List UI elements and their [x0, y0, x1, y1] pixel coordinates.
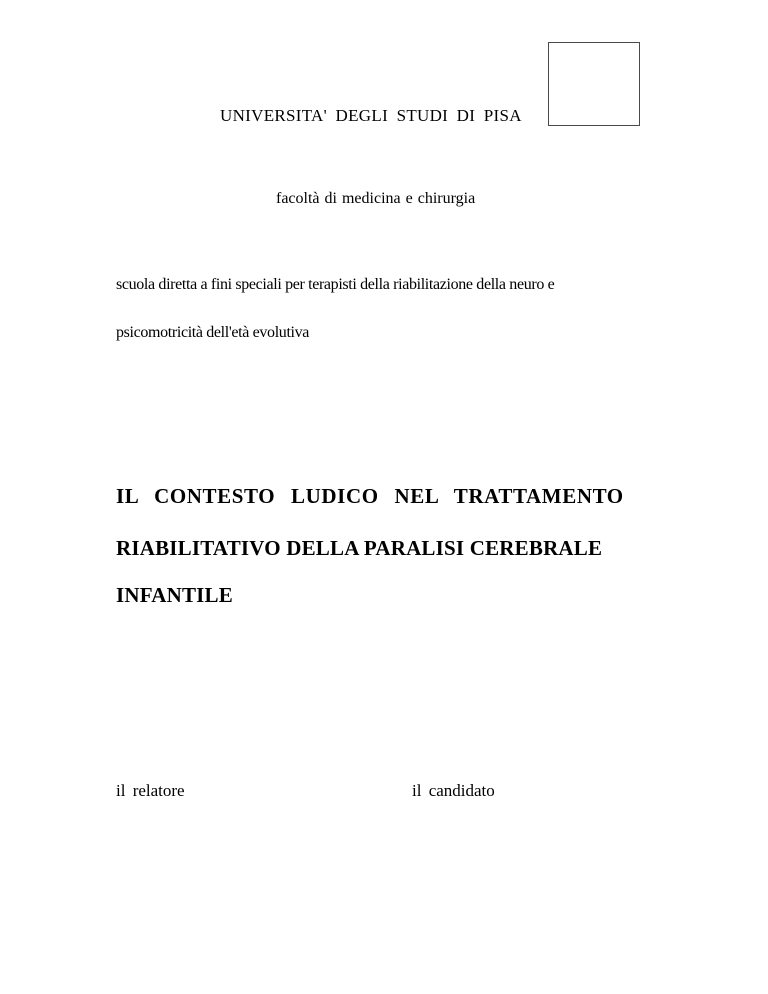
thesis-title-line-3: INFANTILE: [116, 583, 233, 607]
relatore-label: il relatore: [116, 781, 185, 800]
faculty-name: facoltà di medicina e chirurgia: [276, 190, 476, 207]
thesis-title-line-2: RIABILITATIVO DELLA PARALISI CEREBRALE: [116, 536, 603, 560]
candidato-label: il candidato: [412, 781, 495, 800]
thesis-title-line-1: IL CONTESTO LUDICO NEL TRATTAMENTO: [116, 484, 624, 508]
school-name-line-1: scuola diretta a fini speciali per terapisti della riabilitazione della neuro e: [116, 276, 555, 293]
stamp-box: [548, 42, 640, 126]
university-name: UNIVERSITA' DEGLI STUDI DI PISA: [220, 106, 522, 125]
school-name-line-2: psicomotricità dell'età evolutiva: [116, 324, 310, 341]
